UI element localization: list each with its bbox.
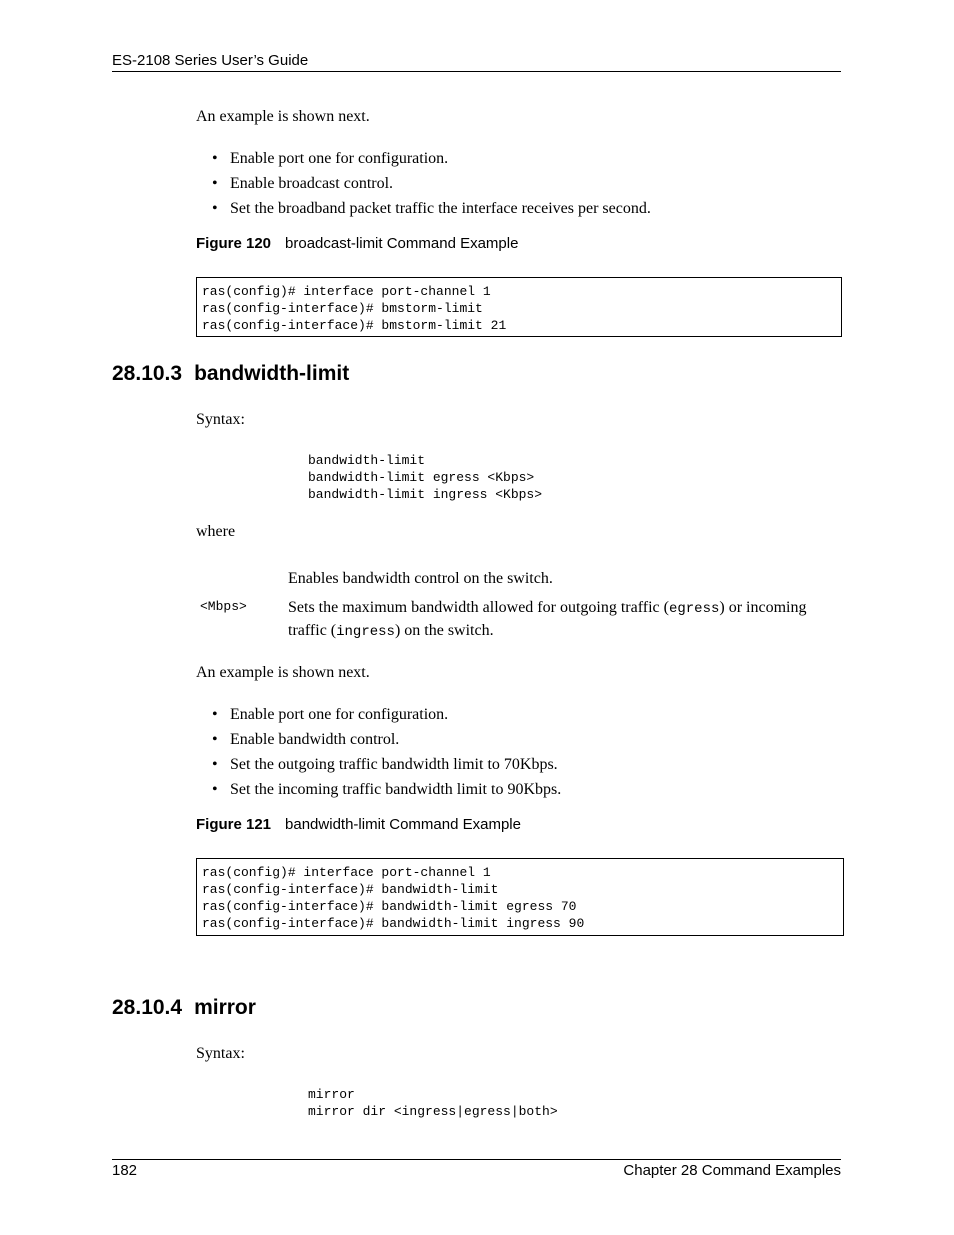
list-item: • Set the outgoing traffic bandwidth limit to 70Kbps. xyxy=(212,756,561,781)
footer-rule xyxy=(112,1159,841,1160)
definition-text: Sets the maximum bandwidth allowed for outgoing traffic ( xyxy=(288,599,669,616)
code-line: ras(config-interface)# bmstorm-limit xyxy=(202,301,483,316)
list-item: • Enable port one for configuration. xyxy=(212,150,651,175)
bullet-list-1 xyxy=(212,150,651,225)
figure-number: Figure 121 xyxy=(196,816,272,833)
figure-caption-121 xyxy=(196,816,521,833)
syntax-line: mirror xyxy=(308,1087,355,1102)
list-item: • Enable port one for configuration. xyxy=(212,706,561,731)
code-line: ras(config-interface)# bandwidth-limit ingress 90 xyxy=(202,916,585,931)
code-line: ras(config)# interface port-channel 1 xyxy=(202,865,491,880)
syntax-block-1 xyxy=(308,452,542,503)
header-rule xyxy=(112,71,841,72)
code-example-120 xyxy=(196,277,842,337)
section-title: mirror xyxy=(194,996,256,1019)
definition-row-2 xyxy=(288,597,808,643)
section-number: 28.10.3 xyxy=(112,362,183,385)
syntax-line: mirror dir <ingress|egress|both> xyxy=(308,1104,558,1119)
syntax-line: bandwidth-limit egress <Kbps> xyxy=(308,470,535,485)
code-line: ras(config-interface)# bandwidth-limit xyxy=(202,882,499,897)
code-line: ras(config)# interface port-channel 1 xyxy=(202,284,491,299)
syntax-line: bandwidth-limit xyxy=(308,453,426,468)
section-heading-mirror xyxy=(112,996,256,1020)
definition-row-1: Enables bandwidth control on the switch. xyxy=(288,570,553,587)
running-header: ES-2108 Series User’s Guide xyxy=(112,52,309,69)
list-item: • Set the incoming traffic bandwidth limit to 90Kbps. xyxy=(212,781,561,806)
section-title: bandwidth-limit xyxy=(194,362,350,385)
syntax-line: bandwidth-limit ingress <Kbps> xyxy=(308,487,543,502)
syntax-label: Syntax: xyxy=(196,411,245,428)
list-item: • Enable broadcast control. xyxy=(212,175,651,200)
definition-text: ) on the switch. xyxy=(394,622,494,639)
figure-title: broadcast-limit Command Example xyxy=(285,235,519,252)
code-example-121 xyxy=(196,858,844,936)
definition-text: ) or incoming traffic ( xyxy=(288,599,807,639)
figure-caption-120 xyxy=(196,235,518,252)
bullet-list-2 xyxy=(212,706,561,806)
where-label: where xyxy=(196,523,236,540)
definition-term: <Mbps> xyxy=(200,599,247,614)
intro-paragraph: An example is shown next. xyxy=(196,664,370,681)
intro-paragraph: An example is shown next. xyxy=(196,108,370,125)
section-number: 28.10.4 xyxy=(112,996,183,1019)
syntax-block-2 xyxy=(308,1086,558,1120)
syntax-label: Syntax: xyxy=(196,1045,245,1062)
inline-code: egress xyxy=(668,601,720,617)
figure-title: bandwidth-limit Command Example xyxy=(285,816,521,833)
chapter-title: Chapter 28 Command Examples xyxy=(623,1162,841,1179)
inline-code: ingress xyxy=(336,624,395,640)
section-heading-bandwidth-limit xyxy=(112,362,349,386)
list-item: • Enable bandwidth control. xyxy=(212,731,561,756)
page-number: 182 xyxy=(112,1162,138,1179)
code-line: ras(config-interface)# bandwidth-limit egress 70 xyxy=(202,899,577,914)
list-item: • Set the broadband packet traffic the interface receives per second. xyxy=(212,200,651,225)
code-line: ras(config-interface)# bmstorm-limit 21 xyxy=(202,318,507,333)
figure-number: Figure 120 xyxy=(196,235,272,252)
